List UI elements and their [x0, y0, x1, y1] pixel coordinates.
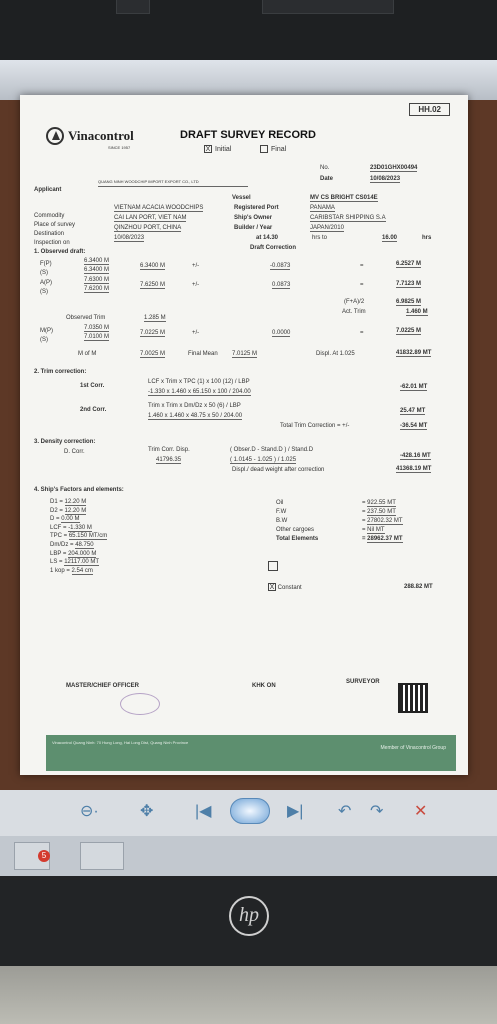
initial-checkbox: [204, 145, 231, 153]
checked-box-icon: X: [269, 584, 275, 591]
commodity-label: Commodity: [34, 213, 65, 219]
act-trim-label: Act. Trim: [342, 309, 366, 315]
second-corr-result: 25.47 MT: [400, 408, 426, 414]
inspection-label: Inspection on: [34, 240, 70, 246]
first-corr-result: -62.01 MT: [400, 384, 428, 390]
vinacontrol-logo: [46, 127, 134, 145]
elements-list: [276, 499, 403, 544]
footer-address: Vinacontrol Quang Ninh: 70 Hung Long, Hai Long Dist, Quang Ninh Province: [52, 740, 189, 745]
factor-value: 12.20 M: [64, 499, 87, 505]
laptop-bezel-top: [0, 0, 497, 60]
factor-key: D: [50, 516, 55, 523]
element-row: Oil = 922.55 MT: [276, 500, 396, 506]
owner-value: CARIBSTAR SHIPPING S.A: [310, 215, 386, 221]
density-values: ( 1.0145 - 1.025 ) / 1.025: [230, 457, 297, 463]
checked-box-icon: X: [205, 146, 211, 153]
displ-after-label: Displ./ dead weight after correction: [232, 467, 325, 473]
constant-label: [268, 583, 302, 591]
hrs-label: hrs: [422, 235, 432, 241]
registered-port-label: Registered Port: [234, 205, 279, 211]
equals-f: =: [360, 263, 364, 269]
element-row: B.W = 27802.32 MT: [276, 518, 403, 524]
screen-glare: [0, 60, 497, 100]
draft-correction-heading: Draft Correction: [250, 245, 297, 251]
factor-key: TPC: [50, 533, 62, 540]
second-corr-values: 1.460 x 1.460 x 48.75 x 50 / 204.00: [148, 413, 243, 419]
rotate-right-icon[interactable]: ↷: [370, 803, 384, 820]
a-mean: 7.6250 M: [140, 282, 166, 288]
element-key: B.W: [276, 518, 288, 524]
equals-m: =: [360, 330, 364, 336]
factor-row: D2 = 12.20 M: [50, 507, 87, 514]
plus-minus-f: +/-: [192, 263, 200, 269]
slideshow-button[interactable]: [230, 798, 270, 824]
surveyor-label: SURVEYOR: [346, 679, 380, 685]
a-draft-starboard: 7.6200 M: [84, 286, 110, 292]
factor-value: 65.150 MT/cm: [68, 533, 108, 540]
a-corrected: 7.7123 M: [396, 281, 422, 287]
act-trim-value: 1.460 M: [406, 309, 428, 315]
factor-key: LCF: [50, 524, 62, 531]
previous-button[interactable]: |◀: [195, 803, 212, 820]
as-label: (S): [40, 289, 48, 295]
date-label: Date: [320, 176, 334, 182]
taskbar-app-photos[interactable]: [80, 842, 124, 870]
fa2-value: 6.9825 M: [396, 299, 422, 305]
at-time: at 14.30: [256, 235, 279, 241]
factor-row: TPC = 65.150 MT/cm: [50, 533, 108, 540]
density-formula: ( Obser.D - Stand.D ) / Stand.D: [230, 447, 314, 453]
no-value: 23D01GHX00494: [370, 165, 418, 171]
element-value: 27802.32 MT: [367, 518, 403, 524]
element-value: 922.55 MT: [367, 500, 396, 506]
m-correction: 0.0000: [272, 330, 291, 336]
element-key: Other cargoes: [276, 527, 315, 533]
m-mean: 7.0225 M: [140, 330, 166, 336]
place-label: Place of survey: [34, 222, 76, 228]
bezel-clip: [262, 0, 394, 14]
master-stamp: [120, 693, 160, 715]
master-label: MASTER/CHIEF OFFICER: [66, 683, 139, 689]
footer-member: Member of Vinacontrol Group: [380, 745, 446, 751]
total-trim-label: Total Trim Correction = +/-: [280, 423, 350, 429]
hp-logo: hp: [229, 896, 269, 936]
first-corr-label: 1st Corr.: [80, 383, 105, 389]
final-mean-value: 7.0125 M: [232, 351, 258, 357]
builder-value: JAPAN/2010: [310, 225, 344, 231]
final-mean-label: Final Mean: [188, 351, 218, 357]
notification-badge: 5: [38, 850, 50, 862]
taskbar: [0, 836, 497, 876]
m-draft-port: 7.0350 M: [84, 325, 110, 331]
section-trim-correction: 2. Trim correction:: [34, 369, 87, 375]
second-corr-header: Trim x Trim x Dm/Dz x 50 (6) / LBP: [148, 403, 241, 409]
delete-icon[interactable]: ✕: [414, 803, 428, 820]
place-value: CAI LAN PORT, VIET NAM: [114, 215, 187, 221]
form-code: HH.02: [409, 103, 450, 116]
factor-value: 2.54 cm: [71, 567, 93, 574]
first-corr-values: -1.330 x 1.460 x 65.150 x 100 / 204.00: [148, 389, 251, 395]
logo-since: SINCE 1957: [108, 145, 131, 150]
a-draft-port: 7.6300 M: [84, 277, 110, 283]
trim-corr-disp-label: Trim Corr. Disp.: [148, 447, 190, 453]
element-value: 28962.37 MT: [367, 536, 403, 542]
factor-row: D1 = 12.20 M: [50, 499, 87, 505]
unchecked-box-icon: [268, 561, 278, 571]
actual-size-icon[interactable]: ✥: [140, 803, 154, 820]
element-key: F.W: [276, 509, 287, 515]
a-correction: 0.0873: [272, 282, 291, 288]
plus-minus-a: +/-: [192, 282, 200, 288]
d-corr-label: D. Corr.: [64, 449, 85, 455]
element-row: Other cargoes = Nil MT: [276, 527, 385, 533]
factor-value: 12117.00 MT: [64, 559, 100, 566]
element-row: Total Elements = 28962.37 MT: [276, 536, 403, 542]
f-correction: -0.0873: [270, 263, 291, 269]
element-key: Oil: [276, 500, 284, 506]
factor-row: LCF = -1.330 M: [50, 524, 92, 531]
obs-trim-label: Observed Trim: [66, 315, 106, 321]
factor-key: D2: [50, 507, 58, 514]
first-corr-header: LCF x Trim x TPC (1) x 100 (12) / LBP: [148, 379, 250, 385]
laptop-base: [0, 966, 497, 1024]
m-corrected: 7.0225 M: [396, 328, 422, 334]
destination-value: QINZHOU PORT, CHINA: [114, 225, 182, 231]
initial-label: Initial: [215, 145, 232, 153]
factor-key: LS: [50, 559, 58, 566]
rotate-left-icon[interactable]: ↶: [338, 803, 352, 820]
registered-port-value: PANAMA: [310, 205, 335, 211]
obs-trim-value: 1.285 M: [144, 315, 166, 321]
factor-value: -1.330 M: [68, 524, 92, 531]
to-time: 16.00: [382, 235, 398, 241]
f-corrected: 6.2527 M: [396, 261, 422, 267]
f-draft-port: 6.3400 M: [84, 258, 110, 264]
factor-key: Dm/Dz: [50, 541, 69, 548]
commodity-value: VIETNAM ACACIA WOODCHIPS: [114, 205, 204, 211]
displ-after-value: 41368.19 MT: [396, 466, 432, 472]
unchecked-box-icon: [260, 145, 268, 153]
zoom-icon[interactable]: ⊖·: [80, 803, 99, 820]
section-ship-factors: 4. Ship's Factors and elements:: [34, 487, 124, 493]
factor-value: 12.20 M: [64, 507, 87, 514]
factor-value: 0.00 M: [61, 516, 80, 523]
draft-survey-document: [20, 95, 468, 775]
factor-key: 1 kop: [50, 567, 65, 574]
hrs-to: hrs to: [312, 235, 328, 241]
applicant-value: QUANG NINH WOODCHIP IMPORT EXPORT CO., LTD: [98, 177, 248, 187]
applicant-label: Applicant: [34, 187, 62, 193]
page-title: DRAFT SURVEY RECORD: [180, 129, 316, 141]
no-label: No.: [320, 165, 330, 171]
bezel-clip: [116, 0, 150, 14]
destination-label: Destination: [34, 231, 65, 237]
factors-list: [50, 498, 107, 575]
f-mean: 6.3400 M: [140, 263, 166, 269]
khk-label: KHK ON: [252, 683, 276, 689]
fa2-label: (F+A)/2: [344, 299, 365, 305]
document-footer: [46, 735, 456, 771]
fs-label: (S): [40, 270, 48, 276]
date-value: 10/08/2023: [370, 176, 401, 182]
ap-label: A(P): [40, 280, 52, 286]
element-row: F.W = 237.50 MT: [276, 509, 396, 515]
final-label: Final: [271, 145, 287, 153]
displ-label: Displ. At 1.025: [316, 351, 355, 357]
ms-label: (S): [40, 337, 48, 343]
density-result: -428.16 MT: [400, 453, 431, 459]
total-trim-value: -36.54 MT: [400, 423, 428, 429]
fp-label: F(P): [40, 261, 52, 267]
constant-value: 288.82 MT: [404, 584, 433, 590]
final-checkbox: [260, 145, 286, 153]
mp-label: M(P): [40, 328, 53, 334]
second-corr-label: 2nd Corr.: [80, 407, 107, 413]
factor-row: D = 0.00 M: [50, 516, 80, 523]
equals-a: =: [360, 282, 364, 288]
factor-value: 48.750: [75, 541, 94, 548]
section-density-correction: 3. Density correction:: [34, 439, 96, 445]
factor-row: 1 kop = 2.54 cm: [50, 567, 93, 574]
f-draft-starboard: 6.3400 M: [84, 267, 110, 273]
inspection-value: 10/08/2023: [114, 235, 145, 241]
element-key: Total Elements: [276, 536, 319, 542]
qr-code: [398, 683, 428, 713]
vessel-value: MV CS BRIGHT CS014E: [310, 195, 378, 201]
builder-label: Builder / Year: [234, 225, 273, 231]
next-button[interactable]: ▶|: [287, 803, 304, 820]
factor-key: LBP: [50, 550, 62, 557]
element-value: 237.50 MT: [367, 509, 396, 515]
trim-corr-disp-value: 41796.35: [156, 457, 182, 463]
factor-value: 204.000 M: [68, 550, 97, 557]
plus-minus-m: +/-: [192, 330, 200, 336]
vessel-label: Vessel: [232, 195, 251, 201]
constant-text: Constant: [277, 585, 302, 591]
factor-row: LS = 12117.00 MT: [50, 559, 100, 566]
m-draft-starboard: 7.0100 M: [84, 334, 110, 340]
logo-text: Vinacontrol: [68, 128, 134, 143]
element-value: Nil MT: [367, 527, 385, 533]
factor-row: LBP = 204.000 M: [50, 550, 97, 557]
vinacontrol-logo-icon: [46, 127, 64, 145]
displ-value: 41832.89 MT: [396, 350, 432, 356]
mofm-value: 7.0025 M: [140, 351, 166, 357]
owner-label: Ship's Owner: [234, 215, 273, 221]
mofm-label: M of M: [78, 351, 97, 357]
factor-row: Dm/Dz = 48.750: [50, 541, 94, 548]
section-observed-draft: 1. Observed draft:: [34, 249, 86, 255]
factor-key: D1: [50, 499, 58, 505]
